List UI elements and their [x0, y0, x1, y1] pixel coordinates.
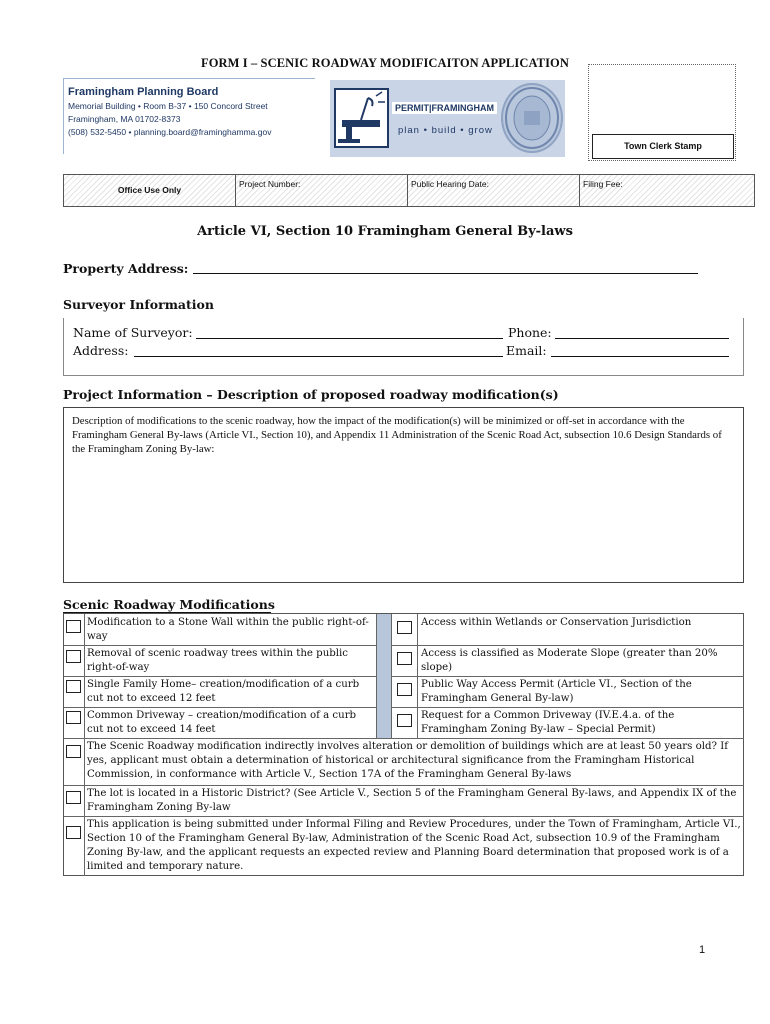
org-contact: (508) 532-5450 • planning.board@framinghamma.gov [68, 127, 272, 137]
option-common-driveway-request: Request for a Common Driveway (IV.E.4.a. of the Framingham Zoning By-law – Special Permit) [421, 710, 675, 735]
option-wetlands-access: Access within Wetlands or Conservation Jurisdiction [421, 617, 692, 628]
surveyor-heading: Surveyor Information [63, 297, 214, 312]
option-moderate-slope: Access is classified as Moderate Slope (greater than 20% slope) [421, 648, 718, 673]
option-public-way-access-permit: Public Way Access Permit (Article VI., Section of the Framingham General By-law) [421, 679, 692, 704]
org-block [63, 78, 315, 154]
checkbox-tree-removal[interactable] [66, 650, 81, 663]
construction-beam-icon [334, 88, 389, 148]
checkbox-common-driveway-curb-cut[interactable] [66, 711, 81, 724]
town-clerk-stamp-label: Town Clerk Stamp [592, 134, 734, 159]
article-heading: Article VI, Section 10 Framingham General By-laws [197, 224, 573, 239]
column-divider-shade [376, 614, 392, 738]
checkbox-historic-buildings[interactable] [66, 745, 81, 758]
office-use-row [63, 174, 755, 207]
option-single-family-curb-cut: Single Family Home– creation/modification of a curb cut not to exceed 12 feet [87, 679, 360, 704]
row-divider [64, 645, 376, 646]
option-historic-buildings: The Scenic Roadway modification indirectly involves alteration or demolition of buildings which are at least 50 years old? If yes, applicant must obtain a determination of historical or architectural significance from the Framingham Historical Commission, in conformance with Article V., Section 17A of the Framingham General By-laws [87, 741, 729, 780]
checkbox-single-family-curb-cut[interactable] [66, 680, 81, 693]
project-number-field: Project Number: [236, 175, 408, 206]
surveyor-name-input[interactable] [196, 338, 503, 339]
row-divider [64, 676, 376, 677]
surveyor-address-input[interactable] [134, 356, 503, 357]
option-informal-filing: This application is being submitted under Informal Filing and Review Procedures, under the Town of Framingham, Article VI., Section 10 of the Framingham General By-law, Administration of the Scenic Road Act, subsection 10.9 of the Framingham Zoning By-law, and the applicant requests an expected review and Planning Board determination that proposed work is of a limited and temporary nature. [87, 819, 741, 872]
page-number: 1 [699, 944, 706, 956]
project-description-box[interactable] [63, 407, 744, 583]
row-divider [392, 676, 744, 677]
surveyor-email-input[interactable] [551, 356, 729, 357]
row-divider [392, 707, 744, 708]
office-use-label: Office Use Only [64, 175, 236, 206]
row-divider [64, 738, 744, 739]
checkbox-wetlands-access[interactable] [397, 621, 412, 634]
filing-fee-field: Filing Fee: [583, 179, 623, 189]
checkbox-moderate-slope[interactable] [397, 652, 412, 665]
org-address-line-1: Memorial Building • Room B-37 • 150 Concord Street [68, 101, 268, 111]
col-divider [417, 614, 418, 738]
project-description-prompt: Description of modifications to the scenic roadway, how the impact of the modification(s) will be minimized or off-set in accordance with the Framingham General By-laws (Article VI., Section 10), and Appendix 11 Administration of the Scenic Road Act, subsection 10.6 Design Standards of the Framingham Zoning By-law: [72, 415, 722, 455]
project-heading: Project Information – Description of proposed roadway modification(s) [63, 387, 559, 402]
surveyor-phone-label: Phone: [508, 325, 552, 340]
option-stone-wall: Modification to a Stone Wall within the public right-of-way [87, 617, 369, 642]
town-seal-icon [501, 83, 563, 153]
col-divider [84, 738, 85, 876]
modifications-heading: Scenic Roadway Modifications [63, 597, 275, 612]
property-address-input[interactable] [193, 273, 698, 274]
row-divider [392, 645, 744, 646]
surveyor-email-label: Email: [506, 343, 547, 358]
surveyor-phone-input[interactable] [555, 338, 729, 339]
option-tree-removal: Removal of scenic roadway trees within the public right-of-way [87, 648, 348, 673]
org-address-line-2: Framingham, MA 01702-8373 [68, 114, 181, 124]
public-hearing-date-field: Public Hearing Date: [408, 175, 580, 206]
permit-framingham-logo [330, 80, 565, 157]
row-divider [64, 785, 744, 786]
surveyor-address-label: Address: [73, 343, 129, 358]
col-divider [84, 614, 85, 738]
row-divider [64, 816, 744, 817]
row-divider [64, 707, 376, 708]
surveyor-name-label: Name of Surveyor: [73, 325, 193, 340]
option-historic-district: The lot is located in a Historic District? (See Article V., Section 5 of the Framingham General By-laws, and Appendix IX of the Framingham Zoning By-law [87, 788, 737, 813]
checkbox-historic-district[interactable] [66, 791, 81, 804]
logo-tagline: plan • build • grow [398, 125, 493, 136]
checkbox-informal-filing[interactable] [66, 826, 81, 839]
option-common-driveway-curb-cut: Common Driveway – creation/modification of a curb cut not to exceed 14 feet [87, 710, 357, 735]
checkbox-public-way-access-permit[interactable] [397, 683, 412, 696]
form-title: FORM I – SCENIC ROADWAY MODIFICAITON APPLICATION [200, 56, 570, 70]
logo-brand: PERMIT|FRAMINGHAM [392, 102, 497, 114]
checkbox-stone-wall[interactable] [66, 620, 81, 633]
modifications-table [63, 613, 744, 876]
org-name: Framingham Planning Board [68, 86, 219, 98]
checkbox-common-driveway-request[interactable] [397, 714, 412, 727]
property-address-label: Property Address: [63, 261, 189, 276]
